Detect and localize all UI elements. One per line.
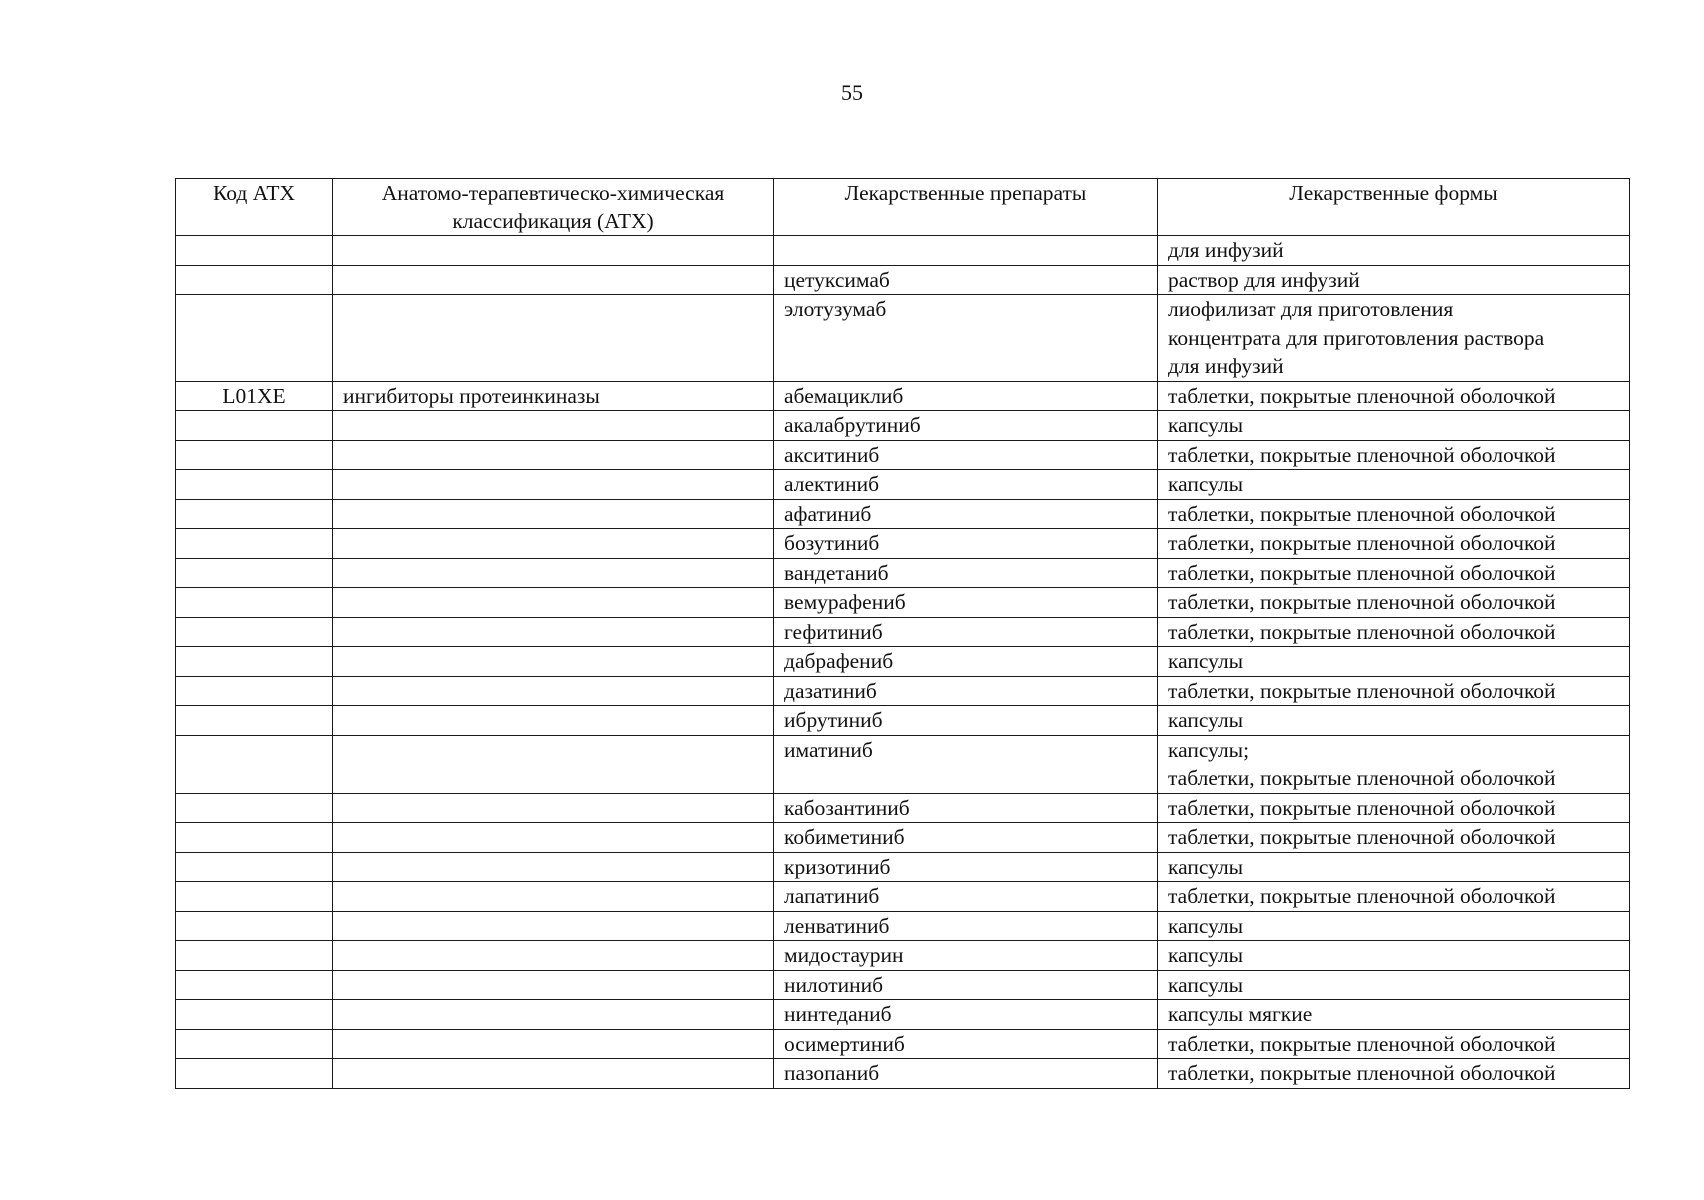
cell-atx-classification: [333, 236, 774, 266]
cell-dosage-form: таблетки, покрытые пленочной оболочкой: [1158, 1059, 1630, 1089]
cell-atx-code: [176, 588, 333, 618]
cell-dosage-form: таблетки, покрытые пленочной оболочкой: [1158, 882, 1630, 912]
cell-dosage-form: капсулы: [1158, 852, 1630, 882]
cell-drug: ленватиниб: [774, 911, 1158, 941]
cell-drug: вандетаниб: [774, 558, 1158, 588]
cell-dosage-form: капсулы: [1158, 647, 1630, 677]
cell-drug: кризотиниб: [774, 852, 1158, 882]
table-row: [176, 676, 1630, 706]
cell-drug: вемурафениб: [774, 588, 1158, 618]
table-row: [176, 499, 1630, 529]
cell-atx-code: [176, 295, 333, 382]
cell-drug: дазатиниб: [774, 676, 1158, 706]
table-row: [176, 706, 1630, 736]
table-row: [176, 793, 1630, 823]
cell-dosage-form: таблетки, покрытые пленочной оболочкой: [1158, 676, 1630, 706]
table-row: [176, 735, 1630, 793]
cell-dosage-form: капсулы: [1158, 470, 1630, 500]
cell-drug: нинтеданиб: [774, 1000, 1158, 1030]
cell-drug: осимертиниб: [774, 1029, 1158, 1059]
cell-dosage-form: капсулы: [1158, 970, 1630, 1000]
cell-atx-classification: [333, 295, 774, 382]
cell-atx-code: [176, 440, 333, 470]
cell-dosage-form: таблетки, покрытые пленочной оболочкой: [1158, 823, 1630, 853]
table-body: [176, 236, 1630, 1089]
header-atx-classification: Анатомо-терапевтическо-химическая классификация (АТХ): [333, 179, 774, 236]
cell-dosage-form: таблетки, покрытые пленочной оболочкой: [1158, 381, 1630, 411]
cell-atx-classification: [333, 558, 774, 588]
cell-atx-code: [176, 1029, 333, 1059]
cell-drug: акситиниб: [774, 440, 1158, 470]
cell-atx-code: [176, 411, 333, 441]
table-row: [176, 265, 1630, 295]
cell-drug: кобиметиниб: [774, 823, 1158, 853]
cell-atx-classification: [333, 265, 774, 295]
cell-drug: пазопаниб: [774, 1059, 1158, 1089]
cell-drug: бозутиниб: [774, 529, 1158, 559]
page-number: 55: [841, 80, 863, 105]
cell-atx-classification: [333, 529, 774, 559]
table-row: [176, 1059, 1630, 1089]
cell-drug: акалабрутиниб: [774, 411, 1158, 441]
cell-dosage-form: капсулы: [1158, 706, 1630, 736]
table-header: [176, 179, 1630, 236]
table-row: [176, 617, 1630, 647]
table-row: [176, 1029, 1630, 1059]
table-row: [176, 529, 1630, 559]
cell-dosage-form: таблетки, покрытые пленочной оболочкой: [1158, 558, 1630, 588]
cell-atx-code: [176, 470, 333, 500]
header-dosage-forms: Лекарственные формы: [1158, 179, 1630, 236]
cell-atx-classification: [333, 852, 774, 882]
cell-drug: элотузумаб: [774, 295, 1158, 382]
cell-dosage-form: таблетки, покрытые пленочной оболочкой: [1158, 617, 1630, 647]
atx-table: [175, 178, 1630, 1089]
cell-drug: абемациклиб: [774, 381, 1158, 411]
cell-dosage-form: таблетки, покрытые пленочной оболочкой: [1158, 529, 1630, 559]
cell-atx-classification: [333, 882, 774, 912]
table-row: [176, 440, 1630, 470]
cell-dosage-form: капсулы: [1158, 911, 1630, 941]
cell-dosage-form: капсулы мягкие: [1158, 1000, 1630, 1030]
table-row: [176, 970, 1630, 1000]
cell-atx-code: [176, 911, 333, 941]
table-row: [176, 941, 1630, 971]
cell-dosage-form: таблетки, покрытые пленочной оболочкой: [1158, 793, 1630, 823]
cell-atx-classification: [333, 617, 774, 647]
cell-atx-code: [176, 941, 333, 971]
table-row: [176, 588, 1630, 618]
cell-atx-classification: [333, 647, 774, 677]
table-row: [176, 470, 1630, 500]
cell-atx-classification: [333, 941, 774, 971]
cell-atx-classification: [333, 588, 774, 618]
cell-dosage-form: капсулы: [1158, 941, 1630, 971]
cell-atx-code: [176, 852, 333, 882]
cell-atx-classification: [333, 970, 774, 1000]
cell-dosage-form: капсулы: [1158, 411, 1630, 441]
cell-drug: ибрутиниб: [774, 706, 1158, 736]
cell-atx-classification: [333, 411, 774, 441]
cell-atx-code: [176, 970, 333, 1000]
cell-drug: лапатиниб: [774, 882, 1158, 912]
cell-atx-code: [176, 706, 333, 736]
cell-dosage-form: для инфузий: [1158, 236, 1630, 266]
table-row: [176, 882, 1630, 912]
cell-dosage-form: лиофилизат для приготовления концентрата для приготовления раствора для инфузий: [1158, 295, 1630, 382]
cell-drug: гефитиниб: [774, 617, 1158, 647]
cell-atx-classification: [333, 911, 774, 941]
table-row: [176, 236, 1630, 266]
cell-atx-classification: [333, 793, 774, 823]
cell-drug: дабрафениб: [774, 647, 1158, 677]
cell-atx-classification: [333, 1000, 774, 1030]
cell-atx-code: [176, 529, 333, 559]
cell-dosage-form: таблетки, покрытые пленочной оболочкой: [1158, 1029, 1630, 1059]
cell-atx-code: [176, 499, 333, 529]
cell-atx-classification: [333, 440, 774, 470]
cell-drug: цетуксимаб: [774, 265, 1158, 295]
cell-drug: кабозантиниб: [774, 793, 1158, 823]
header-drugs: Лекарственные препараты: [774, 179, 1158, 236]
table-row: [176, 852, 1630, 882]
cell-atx-classification: [333, 676, 774, 706]
cell-atx-classification: [333, 499, 774, 529]
cell-atx-classification: [333, 706, 774, 736]
cell-atx-code: [176, 1059, 333, 1089]
cell-drug: [774, 236, 1158, 266]
table-row: [176, 911, 1630, 941]
cell-atx-code: [176, 1000, 333, 1030]
cell-atx-classification: [333, 735, 774, 793]
cell-atx-classification: [333, 1029, 774, 1059]
cell-atx-code: [176, 882, 333, 912]
cell-atx-code: [176, 823, 333, 853]
cell-atx-code: [176, 676, 333, 706]
cell-drug: нилотиниб: [774, 970, 1158, 1000]
cell-dosage-form: таблетки, покрытые пленочной оболочкой: [1158, 588, 1630, 618]
table-row: [176, 411, 1630, 441]
cell-drug: алектиниб: [774, 470, 1158, 500]
cell-atx-classification: [333, 470, 774, 500]
cell-drug: иматиниб: [774, 735, 1158, 793]
cell-dosage-form: раствор для инфузий: [1158, 265, 1630, 295]
cell-dosage-form: таблетки, покрытые пленочной оболочкой: [1158, 499, 1630, 529]
table-row: [176, 558, 1630, 588]
cell-atx-classification: [333, 823, 774, 853]
table-row: [176, 295, 1630, 382]
table-row: [176, 1000, 1630, 1030]
cell-atx-code: [176, 558, 333, 588]
cell-dosage-form: капсулы; таблетки, покрытые пленочной оболочкой: [1158, 735, 1630, 793]
cell-atx-code: [176, 793, 333, 823]
header-atx-code: Код АТХ: [176, 179, 333, 236]
cell-atx-code: L01XE: [176, 381, 333, 411]
cell-drug: мидостаурин: [774, 941, 1158, 971]
cell-dosage-form: таблетки, покрытые пленочной оболочкой: [1158, 440, 1630, 470]
table-row: [176, 647, 1630, 677]
cell-atx-code: [176, 236, 333, 266]
cell-atx-classification: [333, 1059, 774, 1089]
cell-drug: афатиниб: [774, 499, 1158, 529]
header-row: [176, 179, 1630, 236]
cell-atx-code: [176, 617, 333, 647]
cell-atx-code: [176, 647, 333, 677]
table-row: [176, 823, 1630, 853]
table-row: [176, 381, 1630, 411]
cell-atx-code: [176, 265, 333, 295]
cell-atx-classification: ингибиторы протеинкиназы: [333, 381, 774, 411]
cell-atx-code: [176, 735, 333, 793]
